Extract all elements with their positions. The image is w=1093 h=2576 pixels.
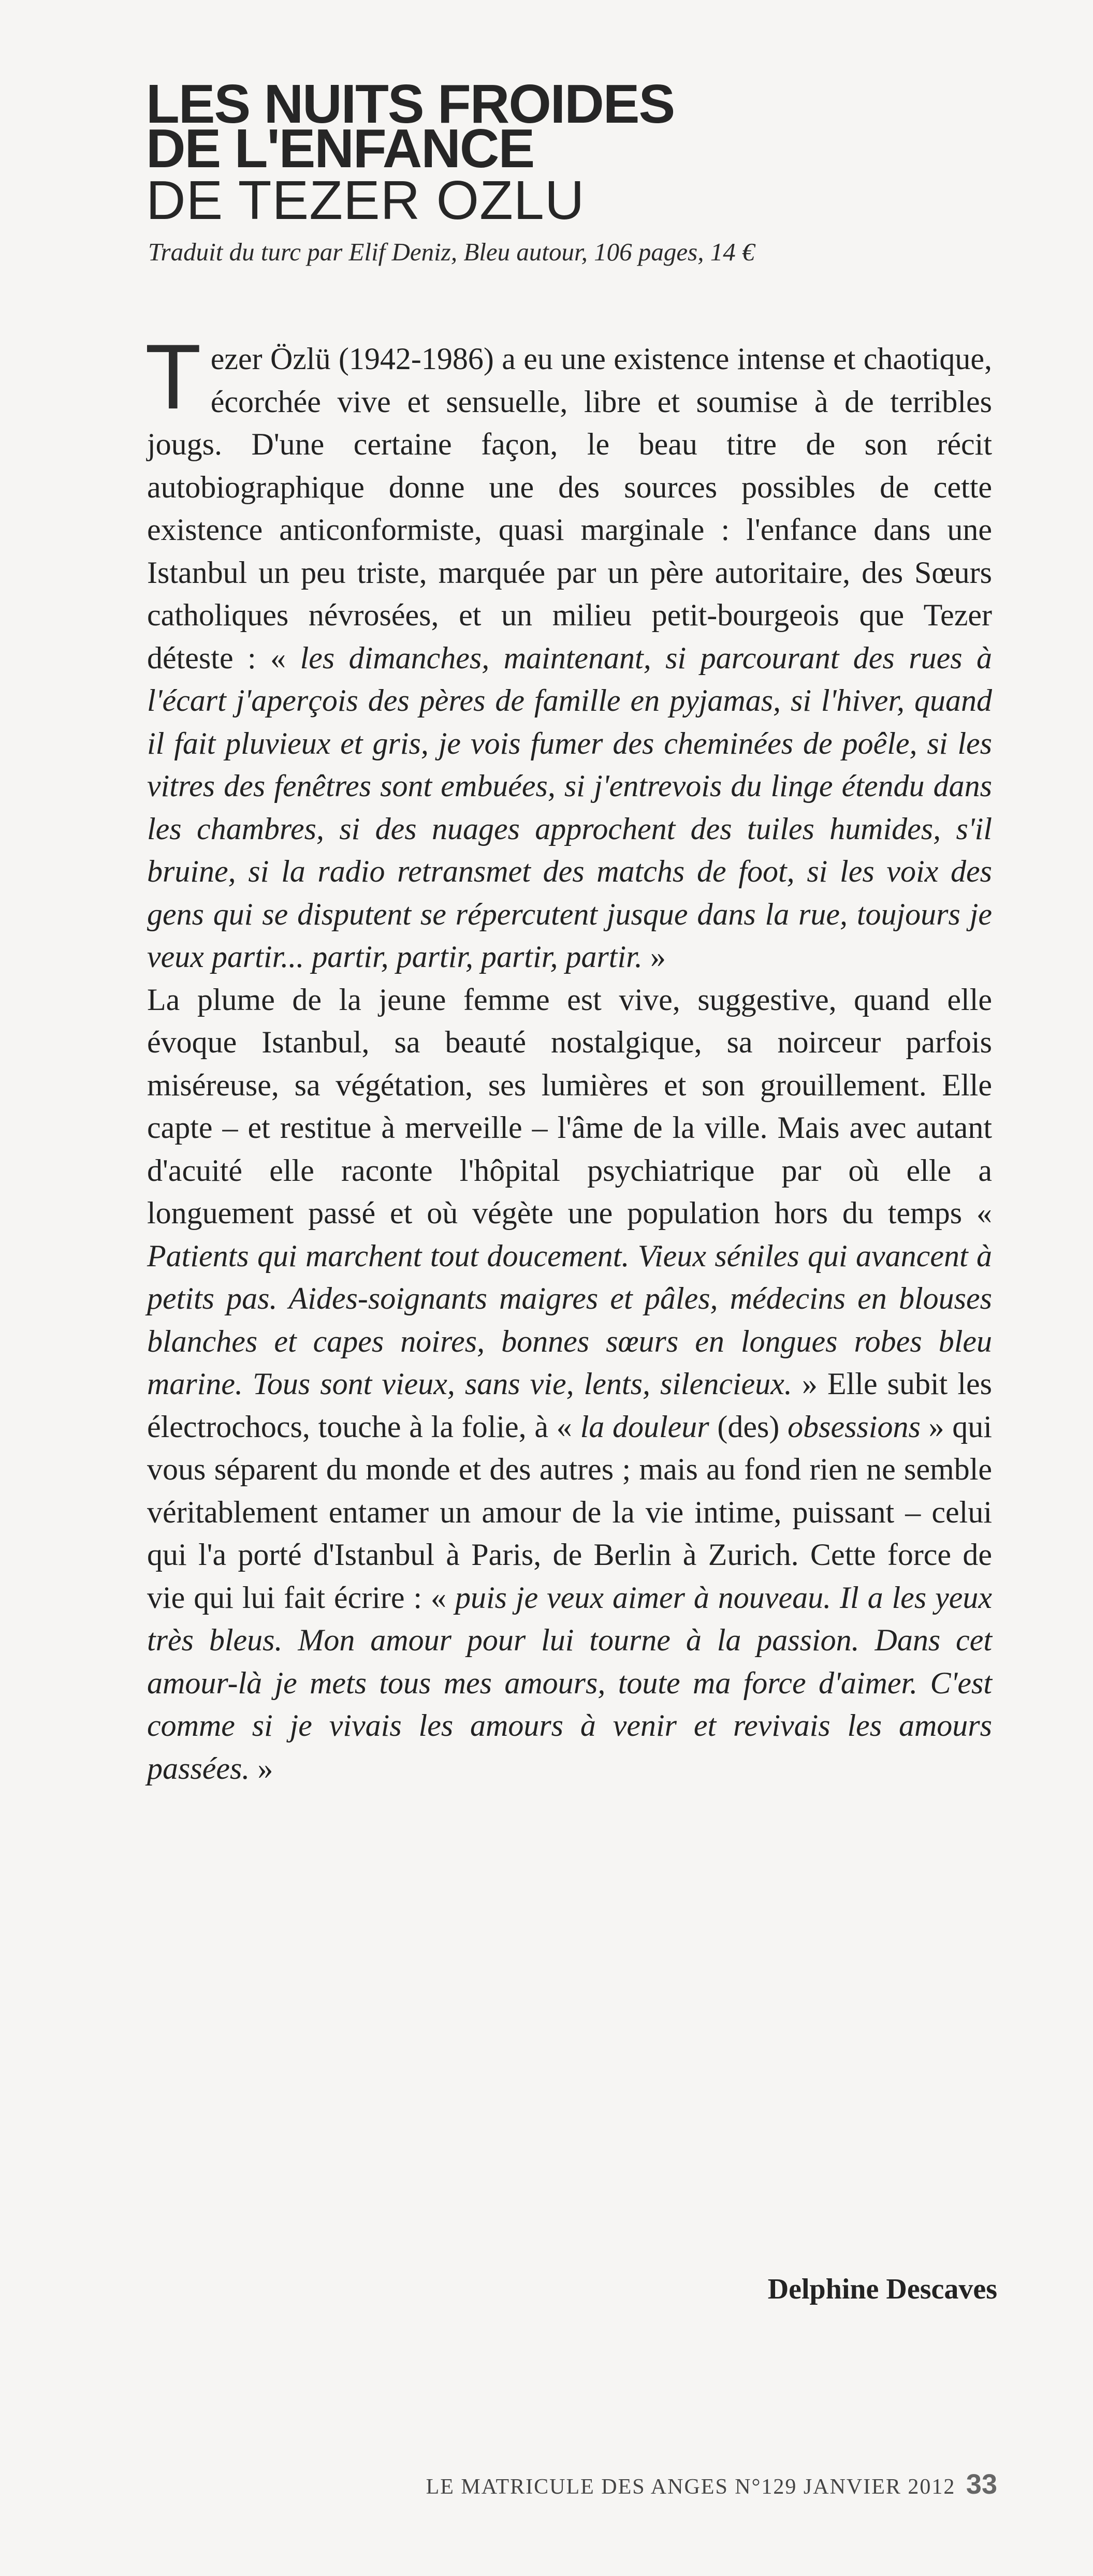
review-title-author: DE TEZER OZLU [146,170,585,231]
book-details: Traduit du turc par Elif Deniz, Bleu autour, 106 pages, 14 € [148,238,755,266]
paragraph-2 [147,978,992,1790]
quote-close-2: » [250,1751,273,1785]
quote-obsessions: obsessions [788,1409,921,1444]
quote-close: » [642,940,666,974]
review-title-line2: DE L'ENFANCE [146,118,534,179]
paragraph-2-text-c: (des) [709,1409,788,1444]
quote-love: puis je veux aimer à nouveau. Il a les yeux très bleus. Mon amour pour lui tourne à la passion. Dans cet amour-là je mets tous mes amours, toute ma force d'aimer. C'est comme si je vivais les amours à venir et revivais les amours passées. [147,1580,992,1785]
drop-cap: T [145,325,201,428]
quote-douleur: la douleur [580,1409,709,1444]
review-title-line1: LES NUITS FROIDES [146,74,675,135]
paragraph-1-text: ezer Özlü (1942-1986) a eu une existence intense et chaotique, écorchée vive et sensuelle, libre et soumise à de terribles jougs. D'une certaine façon, le beau titre de son récit autobiographique donne une des sources possibles de cette existence anticonformiste, quasi marginale : l'enfance dans une Istanbul un peu triste, marquée par un père autoritaire, des Sœurs catholiques névrosées, et un milieu petit-bourgeois que Tezer déteste : « [147,342,992,675]
paragraph-2-text-d: » qui vous séparent du monde et des autres ; mais au fond rien ne semble véritablement entamer un amour de la vie intime, puissant – celui qui l'a porté d'Istanbul à Paris, de Berlin à Zurich. Cette force de vie qui lui fait écrire : « [147,1409,992,1615]
page-footer [426,2468,997,2500]
paragraph-2-text-b: » Elle subit les électrochocs, touche à la folie, à « [147,1367,993,1444]
quote-childhood: les dimanches, maintenant, si parcourant des rues à l'écart j'aperçois des pères de famille en pyjamas, si l'hiver, quand il fait pluvieux et gris, je vois fumer des cheminées de poêle, si les vitres des fenêtres sont embuées, si j'entrevois du linge étendu dans les chambres, si des nuages approchent des tuiles humides, s'il bruine, si la radio retransmet des matchs de foot, si les voix des gens qui se disputent se répercutent jusque dans la rue, toujours je veux partir... partir, partir, partir, partir. [147,640,992,974]
page-number: 33 [966,2469,997,2500]
quote-hospital: Patients qui marchent tout doucement. Vieux séniles qui avancent à petits pas. Aides-soignants maigres et pâles, médecins en blouses blanches et capes noires, bonnes sœurs en longues robes bleu marine. Tous sont vieux, sans vie, lents, silencieux. [147,1238,992,1401]
paragraph-1 [145,325,992,978]
review-author: Delphine Descaves [767,2273,997,2305]
publication-info: LE MATRICULE DES ANGES N°129 JANVIER 2012 [426,2475,956,2499]
paragraph-2-text-a: La plume de la jeune femme est vive, suggestive, quand elle évoque Istanbul, sa beauté nostalgique, sa noirceur parfois miséreuse, sa végétation, ses lumières et son grouillement. Elle capte – et restitue à merveille – l'âme de la ville. Mais avec autant d'acuité elle raconte l'hôpital psychiatrique par où elle a longuement passé et où végète une population hors du temps « [147,982,992,1230]
review-body [145,325,993,1790]
